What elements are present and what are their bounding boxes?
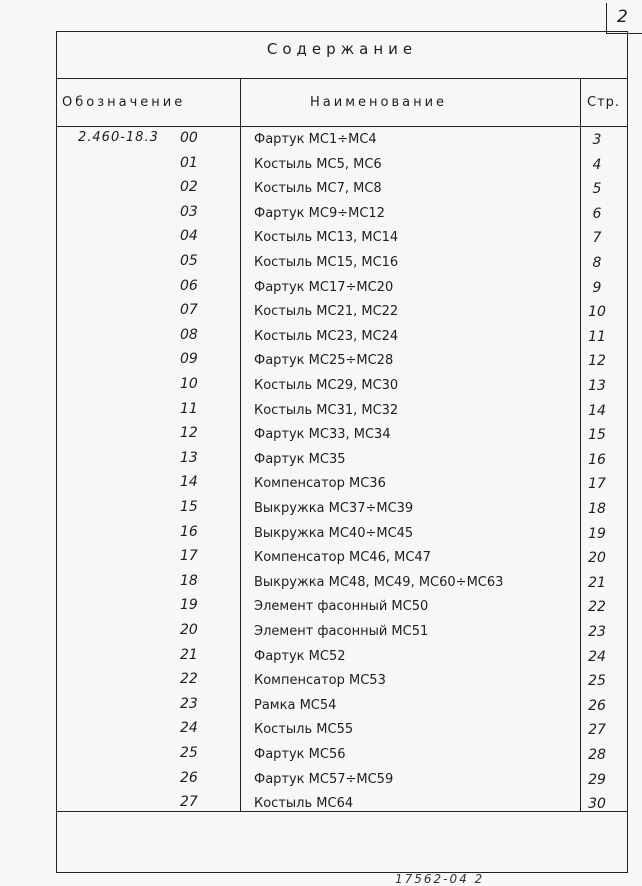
row-page: 12 <box>588 353 606 370</box>
row-name: Фартук МС57÷МС59 <box>254 771 394 787</box>
row-name: Выкружка МС40÷МС45 <box>254 525 414 541</box>
row-number: 05 <box>180 253 198 269</box>
table-row <box>0 499 642 523</box>
table-row <box>0 548 642 572</box>
sheet-number: 2 <box>617 7 628 27</box>
row-name: Фартук МС52 <box>254 648 346 664</box>
row-number: 27 <box>180 794 198 811</box>
row-number: 15 <box>180 499 198 515</box>
row-page: 18 <box>588 501 606 517</box>
table-row <box>0 376 642 400</box>
table-row <box>0 253 642 277</box>
row-name: Костыль МС31, МС32 <box>254 402 399 418</box>
table-row <box>0 327 642 351</box>
row-page: 23 <box>588 624 606 640</box>
row-name: Выкружка МС48, МС49, МС60÷МС63 <box>254 574 504 590</box>
row-name: Костыль МС21, МС22 <box>254 304 399 320</box>
table-row <box>0 450 642 474</box>
row-page: 17 <box>588 476 606 493</box>
row-number: 02 <box>180 179 198 196</box>
row-name: Фартук МС33, МС34 <box>254 427 391 443</box>
title-divider <box>56 78 628 79</box>
row-number: 23 <box>180 695 198 712</box>
row-number: 09 <box>180 351 198 368</box>
table-row <box>0 228 642 252</box>
row-name: Костыль МС55 <box>254 722 354 738</box>
table-row <box>0 474 642 498</box>
table-row <box>0 524 642 548</box>
row-page: 3 <box>592 132 602 148</box>
row-page: 25 <box>588 673 606 690</box>
row-name: Фартук МС9÷МС12 <box>254 205 385 221</box>
table-row <box>0 696 642 720</box>
table-row <box>0 204 642 228</box>
row-page: 28 <box>588 747 606 763</box>
row-name: Компенсатор МС36 <box>254 476 386 492</box>
row-name: Рамка МС54 <box>254 697 337 713</box>
table-row <box>0 573 642 597</box>
row-page: 27 <box>588 722 606 739</box>
column-header-name: Наименование <box>310 95 448 110</box>
table-row <box>0 351 642 375</box>
row-number: 13 <box>180 449 198 466</box>
row-name: Фартук МС35 <box>254 451 346 467</box>
column-header-page: Стр. <box>587 95 621 110</box>
row-page: 11 <box>588 328 606 345</box>
table-row <box>0 720 642 744</box>
row-page: 15 <box>588 427 606 444</box>
row-page: 30 <box>588 796 606 813</box>
table-row <box>0 179 642 203</box>
row-name: Фартук МС17÷МС20 <box>254 279 394 295</box>
row-page: 19 <box>588 525 606 542</box>
column-header-designation: Обозначение <box>62 95 186 110</box>
table-row <box>0 794 642 818</box>
table-row <box>0 671 642 695</box>
row-number: 19 <box>180 597 198 614</box>
row-page: 6 <box>592 205 602 222</box>
row-name: Компенсатор МС46, МС47 <box>254 550 431 566</box>
row-number: 25 <box>180 745 198 761</box>
row-number: 04 <box>180 228 198 245</box>
row-page: 5 <box>592 181 602 198</box>
row-number: 10 <box>180 376 198 392</box>
footer-stamp: 17562-04 2 <box>395 872 485 886</box>
row-name: Фартук МС56 <box>254 747 346 762</box>
row-page: 13 <box>588 378 606 394</box>
row-page: 20 <box>588 550 606 567</box>
row-number: 03 <box>180 203 198 220</box>
row-name: Костыль МС13, МС14 <box>254 230 399 246</box>
row-name: Фартук МС1÷МС4 <box>254 132 377 147</box>
row-name: Костыль МС15, МС16 <box>254 255 399 270</box>
row-page: 29 <box>588 771 606 788</box>
row-page: 7 <box>592 230 602 247</box>
row-name: Костыль МС5, МС6 <box>254 156 382 172</box>
row-name: Элемент фасонный МС50 <box>254 599 429 615</box>
row-number: 14 <box>180 474 198 491</box>
row-number: 20 <box>180 622 198 638</box>
row-page: 9 <box>592 279 602 296</box>
row-number: 00 <box>180 130 198 146</box>
page-title: Содержание <box>266 40 418 58</box>
row-page: 21 <box>588 574 606 591</box>
row-name: Фартук МС25÷МС28 <box>254 353 394 369</box>
header-divider <box>56 126 628 127</box>
table-row <box>0 745 642 769</box>
table-row <box>0 770 642 794</box>
table-row <box>0 155 642 179</box>
row-designation-code: 2.460-18.3 <box>78 130 159 145</box>
row-number: 22 <box>180 671 198 688</box>
row-number: 21 <box>180 646 198 663</box>
table-row <box>0 401 642 425</box>
row-number: 07 <box>180 302 198 319</box>
row-page: 22 <box>588 599 606 616</box>
row-page: 4 <box>592 156 602 173</box>
row-name: Костыль МС7, МС8 <box>254 181 382 197</box>
row-number: 18 <box>180 572 198 589</box>
row-page: 10 <box>588 304 606 321</box>
table-row <box>0 597 642 621</box>
row-name: Костыль МС23, МС24 <box>254 328 399 344</box>
table-row <box>0 302 642 326</box>
row-number: 06 <box>180 277 198 294</box>
row-number: 01 <box>180 154 198 171</box>
row-page: 26 <box>588 697 606 714</box>
row-number: 16 <box>180 523 198 540</box>
row-name: Выкружка МС37÷МС39 <box>254 501 414 516</box>
row-page: 8 <box>592 255 602 271</box>
row-page: 14 <box>588 402 606 419</box>
table-row <box>0 425 642 449</box>
table-row <box>0 130 642 154</box>
row-number: 11 <box>180 400 198 417</box>
table-row <box>0 647 642 671</box>
row-number: 24 <box>180 720 198 737</box>
row-number: 12 <box>180 425 198 442</box>
row-number: 08 <box>180 326 198 343</box>
table-row <box>0 278 642 302</box>
table-row <box>0 622 642 646</box>
row-number: 17 <box>180 548 198 565</box>
row-number: 26 <box>180 769 198 786</box>
row-page: 24 <box>588 648 606 665</box>
row-name: Элемент фасонный МС51 <box>254 624 429 639</box>
row-name: Костыль МС29, МС30 <box>254 378 399 393</box>
row-name: Костыль МС64 <box>254 796 354 812</box>
row-name: Компенсатор МС53 <box>254 673 386 689</box>
row-page: 16 <box>588 451 606 468</box>
